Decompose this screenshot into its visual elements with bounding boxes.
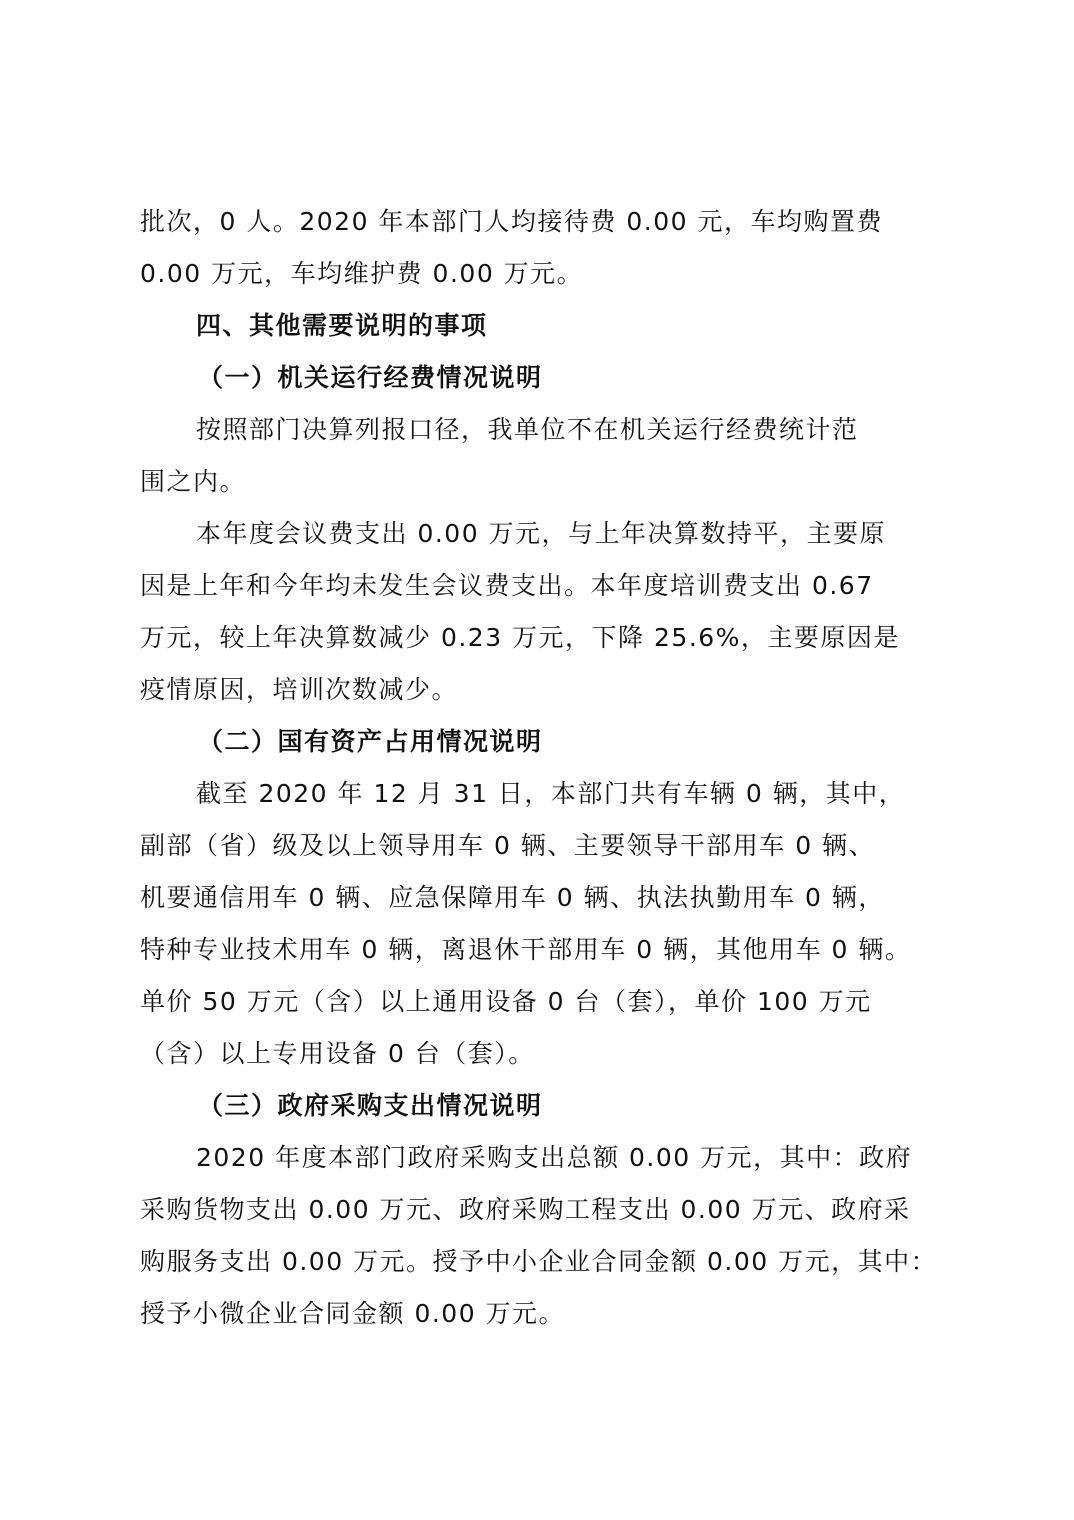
paragraph-line: 2020 年度本部门政府采购支出总额 0.00 万元，其中：政府 — [196, 1143, 913, 1172]
paragraph-line: （含）以上专用设备 0 台（套）。 — [140, 1039, 535, 1068]
paragraph-line: 单价 50 万元（含）以上通用设备 0 台（套），单价 100 万元 — [140, 987, 872, 1016]
paragraph-line: 特种专业技术用车 0 辆，离退休干部用车 0 辆，其他用车 0 辆。 — [140, 935, 912, 964]
paragraph-line: 疫情原因，培训次数减少。 — [140, 675, 459, 704]
paragraph-line: 截至 2020 年 12 月 31 日，本部门共有车辆 0 辆，其中， — [196, 779, 906, 808]
paragraph-line: 副部（省）级及以上领导用车 0 辆、主要领导干部用车 0 辆、 — [140, 831, 876, 860]
paragraph-line: 批次，0 人。2020 年本部门人均接待费 0.00 元，车均购置费 — [140, 207, 883, 236]
subsection-heading: （一）机关运行经费情况说明 — [198, 363, 543, 392]
paragraph-line: 机要通信用车 0 辆、应急保障用车 0 辆、执法执勤用车 0 辆， — [140, 883, 885, 912]
paragraph-line: 0.00 万元，车均维护费 0.00 万元。 — [140, 259, 584, 288]
paragraph-line: 因是上年和今年均未发生会议费支出。本年度培训费支出 0.67 — [140, 571, 874, 600]
subsection-heading: （二）国有资产占用情况说明 — [198, 727, 543, 756]
paragraph-line: 围之内。 — [140, 467, 247, 496]
paragraph-line: 万元，较上年决算数减少 0.23 万元，下降 25.6%，主要原因是 — [140, 623, 900, 652]
paragraph-line: 本年度会议费支出 0.00 万元，与上年决算数持平，主要原 — [196, 519, 887, 548]
subsection-heading: （三）政府采购支出情况说明 — [198, 1091, 543, 1120]
paragraph-line: 按照部门决算列报口径，我单位不在机关运行经费统计范 — [196, 415, 859, 444]
section-heading: 四、其他需要说明的事项 — [196, 311, 488, 340]
paragraph-line: 授予小微企业合同金额 0.00 万元。 — [140, 1299, 566, 1328]
paragraph-line: 采购货物支出 0.00 万元、政府采购工程支出 0.00 万元、政府采 — [140, 1195, 911, 1224]
paragraph-line: 购服务支出 0.00 万元。授予中小企业合同金额 0.00 万元，其中： — [140, 1247, 938, 1276]
